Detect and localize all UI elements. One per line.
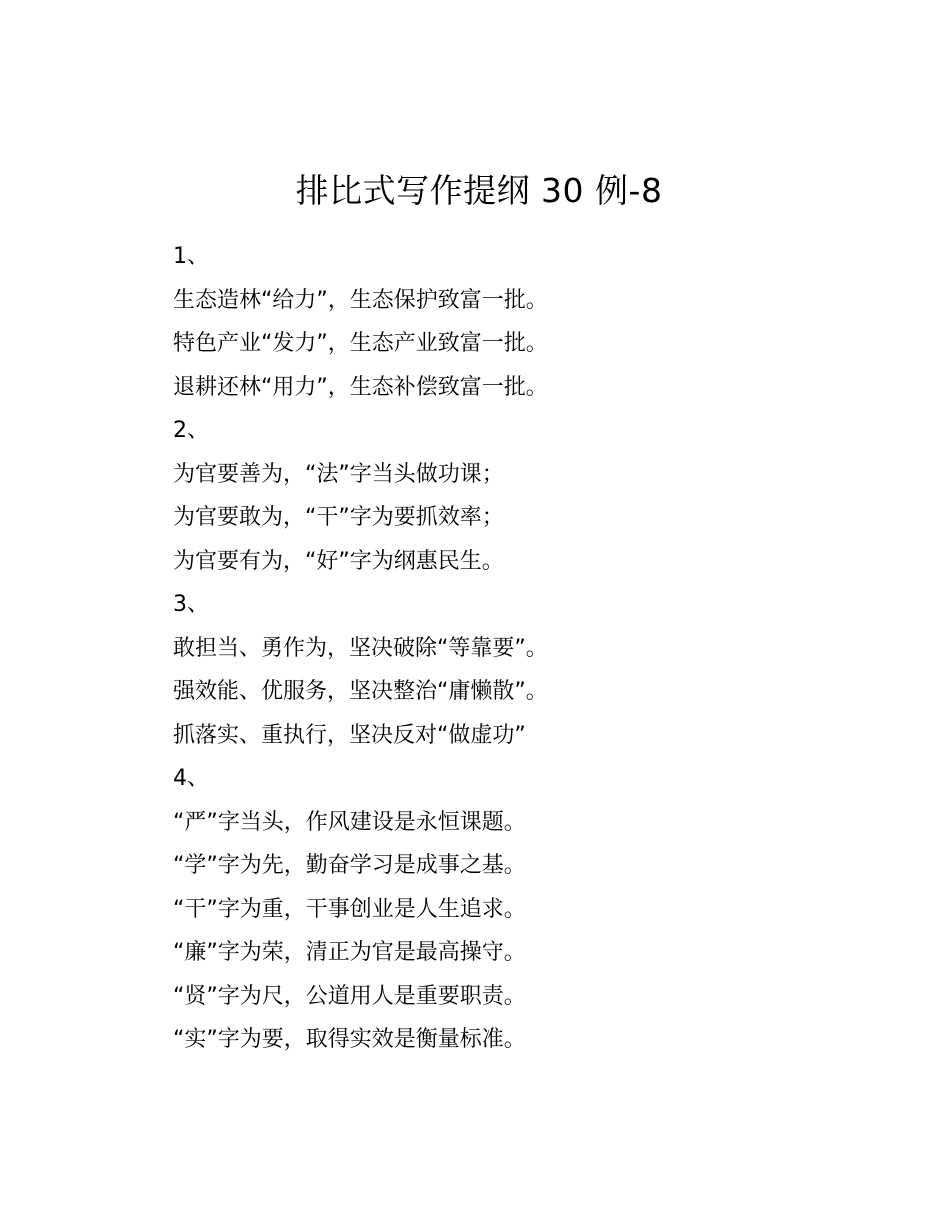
section-number: 1、 — [173, 244, 209, 269]
text-line: “干”字为重，干事创业是人生追求。 — [173, 896, 526, 922]
section-number: 2、 — [173, 418, 209, 443]
document-body — [173, 235, 873, 1062]
text-line: 生态造林“给力”，生态保护致富一批。 — [173, 287, 548, 313]
text-line: “贤”字为尺，公道用人是重要职责。 — [173, 983, 526, 1009]
text-line: 退耕还林“用力”，生态补偿致富一批。 — [173, 374, 548, 400]
text-line: “学”字为先，勤奋学习是成事之基。 — [173, 853, 526, 878]
section-number: 4、 — [173, 766, 209, 791]
text-line: 为官要敢为，“干”字为要抓效率； — [173, 505, 504, 530]
text-line: 为官要有为，“好”字为纲惠民生。 — [173, 548, 504, 574]
section-number: 3、 — [173, 592, 209, 617]
text-line: 强效能、优服务，坚决整治“庸懒散”。 — [173, 679, 548, 704]
text-line: 特色产业“发力”，生态产业致富一批。 — [173, 331, 548, 356]
text-line: 敢担当、勇作为，坚决破除“等靠要”。 — [173, 635, 548, 661]
text-line: 为官要善为，“法”字当头做功课； — [173, 461, 504, 487]
text-line: “廉”字为荣，清正为官是最高操守。 — [173, 940, 526, 965]
text-line: 抓落实、重执行，坚决反对“做虚功” — [173, 722, 526, 748]
text-line: “严”字当头，作风建设是永恒课题。 — [173, 809, 526, 835]
document-title: 排比式写作提纲 30 例-8 — [295, 171, 663, 210]
text-line: “实”字为要，取得实效是衡量标准。 — [173, 1027, 526, 1052]
